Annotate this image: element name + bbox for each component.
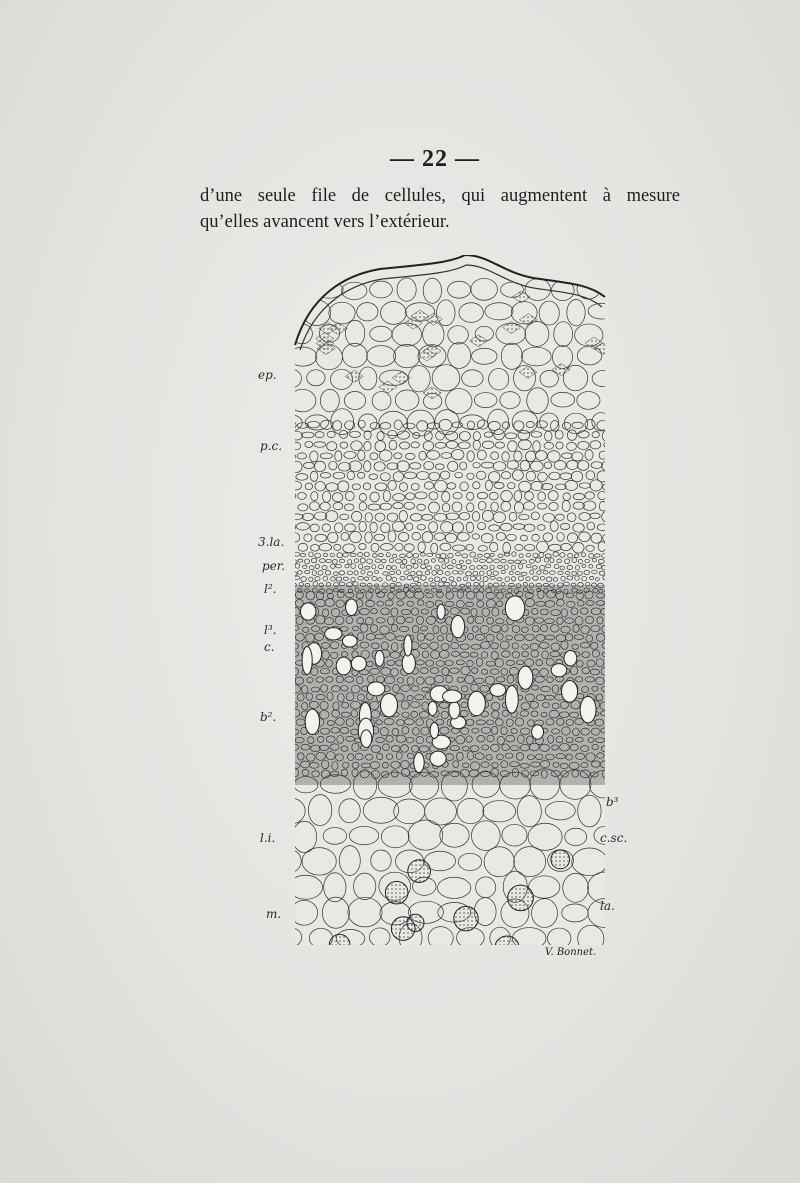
stone-cell [287,544,294,552]
label-per: per. [262,559,286,573]
wood-fiber-cell [606,601,613,608]
cross-section-drawing [250,255,630,975]
wood-fiber-cell [606,616,613,624]
label-li: l.i. [260,831,276,845]
pith-cell [498,948,532,975]
vessel [367,682,384,696]
pith-inclusion [508,885,534,911]
pith-cell [379,950,412,975]
wood-fiber-cell [607,677,614,683]
wood-fiber-cell [607,752,614,760]
stone-cell [285,522,296,532]
wood-fiber-cell [286,677,296,685]
vessel [443,690,462,703]
vessel [325,628,342,640]
stone-cell [604,441,613,448]
vessel [428,701,437,715]
cambium-cell [291,589,295,593]
pith-cell [288,952,321,975]
wood-fiber-cell [605,635,615,640]
body-text-line-2: qu’elles avancent vers l’extérieur. [200,212,450,232]
vessel [346,599,358,616]
wood-fiber-cell [286,600,294,608]
stone-cell [285,470,294,480]
vessel [437,604,445,619]
wood-fiber-cell [607,736,614,745]
cambium-cell [607,584,611,587]
vessel [351,656,366,671]
page-number: — 22 — [390,146,480,172]
pith-inclusion [385,881,408,904]
wood-fiber-cell [286,753,294,760]
pith-cell [414,952,438,975]
woody-band-hatch [290,585,610,785]
vessel [505,686,518,714]
label-l2: l². [264,582,277,596]
vessel [562,680,578,702]
wood-fiber-cell [285,592,295,599]
vessel [336,657,351,675]
wood-fiber-cell [286,661,293,667]
cambium-cell [287,565,293,569]
vessel [380,693,397,716]
vessel [551,664,567,677]
stone-cell [285,492,296,500]
body-text-line-1: d’une seule file de cellules, qui augmentent à mesure [200,186,680,206]
pith-inclusion [408,860,431,883]
vessel [449,701,460,719]
label-pc: p.c. [260,439,283,453]
vessel [300,603,315,620]
pith-inclusion [454,906,478,930]
wood-fiber-cell [606,660,615,666]
cambium-cell [607,571,611,575]
vessel [404,635,412,656]
pith-inclusion [391,917,415,941]
vessel [305,709,319,735]
body-paragraph [200,183,680,235]
vessel [361,730,372,748]
vessel [518,666,533,689]
cambium-cell [287,554,292,558]
stone-cell [283,453,296,459]
illustrator-signature: V. Bonnet. [545,947,597,958]
vessel [564,651,577,666]
label-b3: b³ [606,795,619,809]
stone-cell [283,420,296,430]
vessel [375,651,384,667]
vessel [414,752,424,772]
wood-fiber-cell [285,720,293,726]
vessel [468,691,485,715]
label-csc: c.sc. [600,831,628,845]
label-3la: 3.la. [258,535,285,549]
pith-inclusion [329,934,350,955]
vessel [580,696,596,722]
vessel [532,725,544,739]
pith-cell [348,951,383,974]
wood-fiber-cell [286,693,294,699]
vessel [505,596,524,621]
pith-cell [317,949,352,975]
pith-cell [471,951,500,975]
cambium-cell [605,589,611,593]
tissue-layers [250,255,630,975]
wood-fiber-cell [606,719,614,725]
cambium-cell [605,558,610,562]
vessel [302,647,312,675]
pith-cell [442,954,467,974]
vessel [490,684,506,697]
pith-inclusion [495,936,519,960]
wood-fiber-cell [607,694,614,699]
wood-fiber-cell [287,617,294,623]
vessel [430,751,446,766]
parenchyma-cell [276,305,302,321]
vessel [430,723,439,739]
wood-fiber-cell [605,594,613,599]
stone-cell [285,503,294,510]
label-l3: l³. [264,623,277,637]
stem-cross-section-figure [250,255,630,975]
label-m: m. [266,907,282,921]
pith-inclusion [551,850,570,869]
wood-fiber-cell [286,737,296,743]
label-b2: b². [260,710,277,724]
vessel [451,615,464,637]
label-la: la. [600,899,615,913]
cambium-cell [287,578,291,581]
vessel [342,635,357,647]
label-c: c. [264,640,275,654]
parenchyma-cell [288,277,317,303]
label-ep: ep. [258,368,277,382]
wood-fiber-cell [287,635,294,641]
